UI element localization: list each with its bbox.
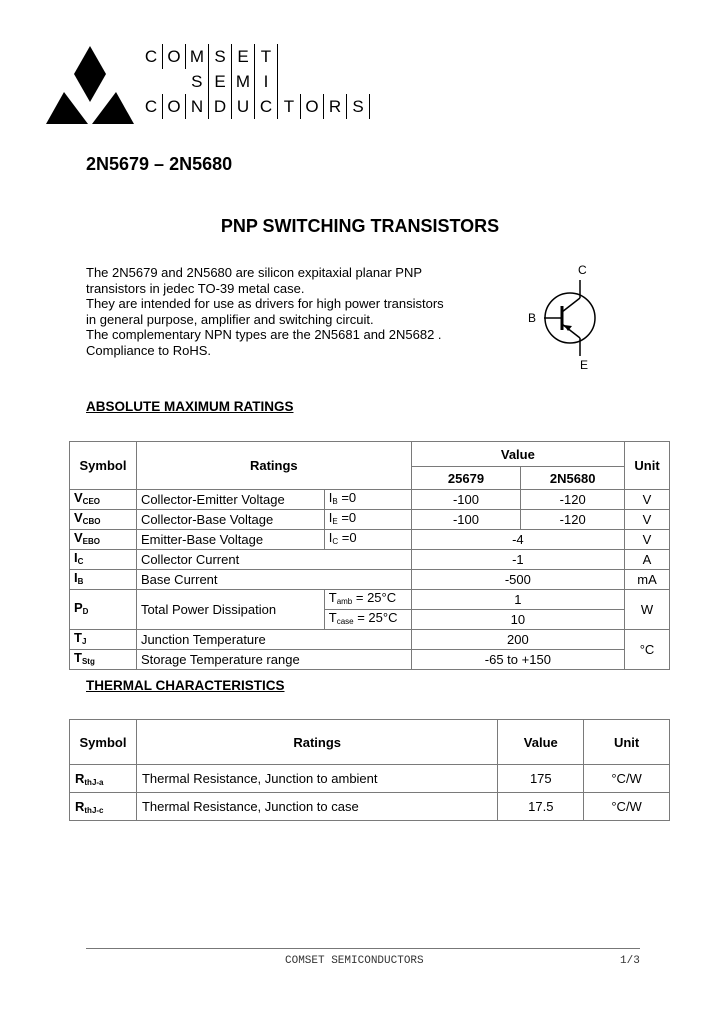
base-label: B [528,311,537,325]
table-row [70,630,670,650]
value-cell: -65 to +150 [411,650,624,670]
rating-text: Thermal Resistance, Junction to case [136,793,497,821]
condition: I [328,530,333,545]
symbol-letter: T [74,650,82,665]
header-col1: 25679 [411,467,521,490]
table-row [70,530,670,550]
condition-sub: case [336,617,354,626]
value-cell: 200 [411,630,624,650]
symbol-sub: J [81,637,87,646]
value-cell: -4 [411,530,624,550]
table-row [70,570,670,590]
logo-wordmark [140,44,370,119]
unit-cell: °C/W [584,765,670,793]
abs-max-table [69,441,670,670]
symbol-sub: CEO [82,497,101,506]
unit-cell: V [625,530,670,550]
rating-text: Storage Temperature range [136,650,411,670]
condition: T [328,590,337,605]
logo-letter: S [209,44,232,69]
pnp-transistor-symbol-icon [540,278,604,358]
unit-cell: °C [625,630,670,670]
header-symbol: Symbol [70,442,137,490]
unit-cell: mA [625,570,670,590]
symbol-letter: V [74,490,83,505]
logo-letter: T [255,44,278,69]
symbol-sub: C [77,557,84,566]
description-line: Compliance to RoHS. [86,342,211,358]
header-col2: 2N5680 [521,467,625,490]
symbol-letter: R [75,798,85,814]
logo-letter: O [301,94,324,119]
unit-cell: V [625,510,670,530]
condition: I [328,490,333,505]
unit-cell: W [625,590,670,630]
logo-letter: U [232,94,255,119]
description-line: in general purpose, amplifier and switching circuit. [86,311,374,327]
header-ratings: Ratings [136,720,497,765]
condition-sub: E [332,517,338,526]
unit-cell: V [625,490,670,510]
condition: T [328,610,337,625]
condition-rest: = 25°C [353,610,398,625]
part-title: 2N5679 – 2N5680 [86,154,233,174]
logo-letter: E [232,44,255,69]
header-value: Value [498,720,584,765]
logo-letter: M [232,69,255,94]
value-cell: -100 [411,510,521,530]
table-row [70,650,670,670]
rating-text: Emitter-Base Voltage [136,530,324,550]
rating-text: Collector-Base Voltage [136,510,324,530]
symbol-sub: EBO [82,537,101,546]
rating-text: Base Current [136,570,411,590]
logo-letter: S [347,94,370,119]
condition-rest: =0 [337,490,357,505]
value-cell: -120 [521,490,625,510]
description-line: transistors in jedec TO-39 metal case. [86,280,305,296]
rating-text: Thermal Resistance, Junction to ambient [136,765,497,793]
logo-letter: T [278,94,301,119]
collector-label: C [578,263,587,277]
footer-company: COMSET SEMICONDUCTORS [285,955,424,967]
logo-letter: I [255,69,278,94]
value-cell: -100 [411,490,521,510]
logo-letter: S [186,69,209,94]
logo-letter: O [163,44,186,69]
logo-letter: E [209,69,232,94]
logo-letter: R [324,94,347,119]
logo-letter: C [140,94,163,119]
rating-text: Total Power Dissipation [136,590,324,630]
condition-rest: = 25°C [352,590,397,605]
description-line: They are intended for use as drivers for high power transistors [86,296,444,311]
table-row [70,793,670,821]
value-cell: -500 [411,570,624,590]
logo-letter: C [255,94,278,119]
symbol-letter: V [74,510,83,525]
symbol-letter: R [75,770,85,786]
symbol-sub: thJ-a [84,777,104,787]
condition: I [328,510,333,525]
logo-letter: N [186,94,209,119]
table-row [70,590,670,610]
table-row [70,765,670,793]
symbol-sub: thJ-c [84,805,104,815]
condition-sub: C [332,537,339,546]
value-cell: 10 [411,610,624,630]
table-row [70,510,670,530]
symbol-letter: T [74,630,82,645]
emitter-label: E [580,358,589,372]
logo-triangle-icon [44,44,136,126]
symbol-sub: Stg [81,657,95,666]
symbol-letter: V [74,530,83,545]
header-ratings: Ratings [136,442,411,490]
symbol-sub: D [82,607,89,616]
page-title: PNP SWITCHING TRANSISTORS [220,216,500,236]
condition-sub: amb [336,597,353,606]
description-line: The 2N5679 and 2N5680 are silicon expitaxial planar PNP [86,265,423,280]
condition-rest: =0 [337,510,357,525]
value-cell: 1 [411,590,624,610]
description [86,265,486,358]
unit-cell: A [625,550,670,570]
footer-divider [86,948,640,949]
header-unit: Unit [625,442,670,490]
thermal-heading: THERMAL CHARACTERISTICS [86,678,285,693]
symbol-sub: B [77,577,84,586]
condition-rest: =0 [338,530,357,545]
rating-text: Collector Current [136,550,411,570]
header-symbol: Symbol [70,720,137,765]
unit-cell: °C/W [584,793,670,821]
table-row [70,490,670,510]
symbol-sub: CBO [82,517,101,526]
footer-page-number: 1/3 [620,955,640,967]
logo-letter: O [163,94,186,119]
symbol-letter: I [74,570,78,585]
thermal-table [69,719,670,821]
value-cell: -120 [521,510,625,530]
symbol-letter: I [74,550,78,565]
value-cell: 17.5 [498,793,584,821]
abs-max-heading: ABSOLUTE MAXIMUM RATINGS [86,399,294,414]
logo-letter: D [209,94,232,119]
description-line: The complementary NPN types are the 2N5681 and 2N5682 . [86,327,442,342]
value-cell: -1 [411,550,624,570]
condition-sub: B [332,497,338,506]
value-cell: 175 [498,765,584,793]
rating-text: Collector-Emitter Voltage [136,490,324,510]
symbol-letter: P [74,600,83,615]
rating-text: Junction Temperature [136,630,411,650]
logo-letter: C [140,44,163,69]
table-row [70,550,670,570]
header-unit: Unit [584,720,670,765]
logo-letter: M [186,44,209,69]
header-value: Value [411,442,624,467]
